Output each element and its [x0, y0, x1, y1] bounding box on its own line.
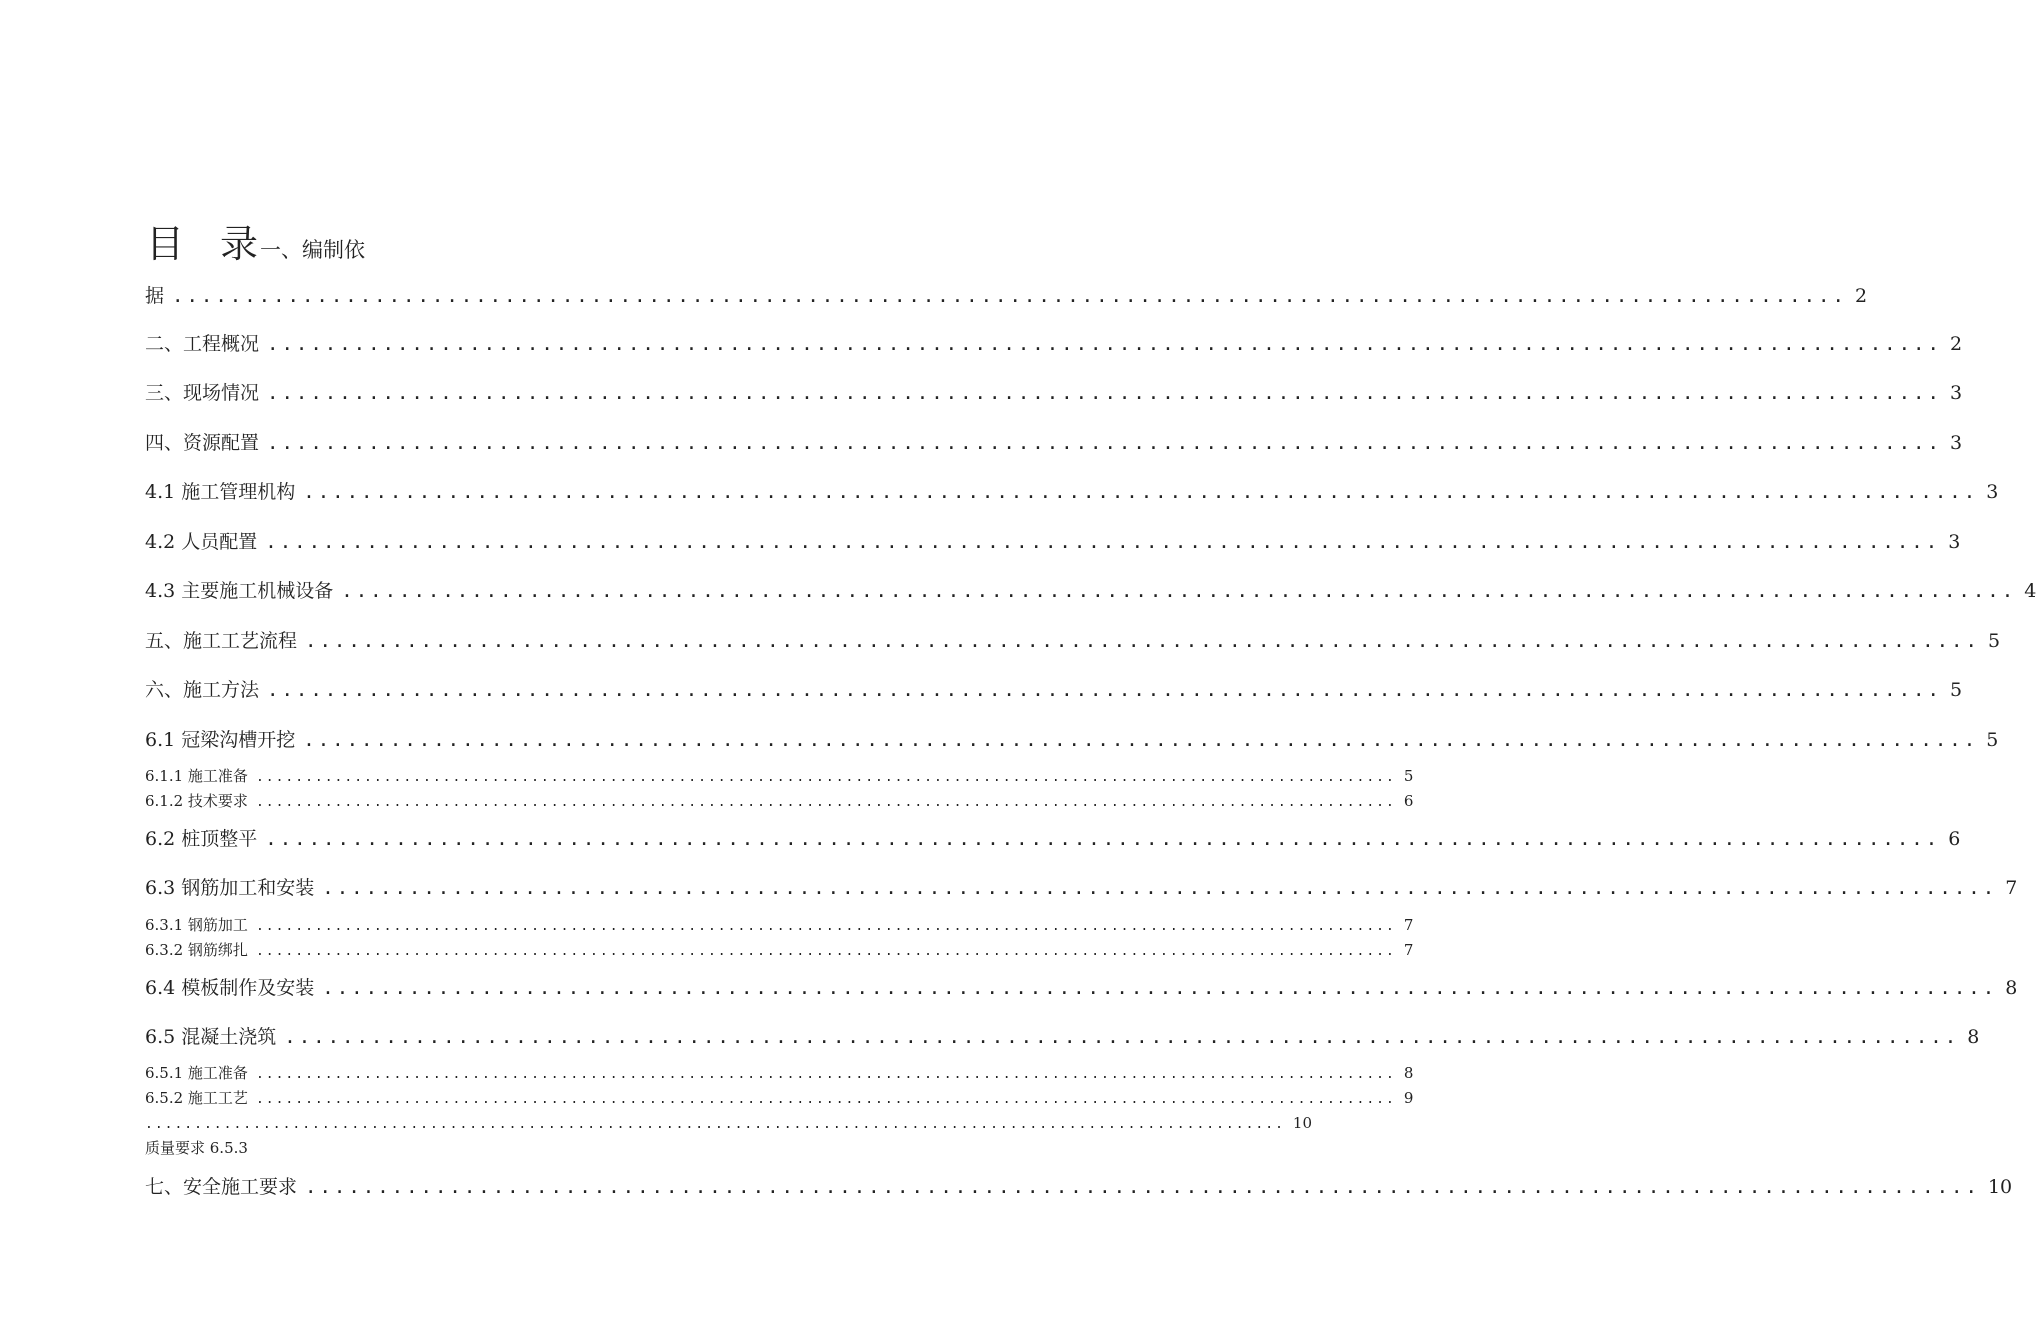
toc-title — [146, 222, 365, 272]
toc-entry[interactable] — [145, 380, 1963, 406]
toc-leader-dots: .................................................................................................................... — [255, 1067, 1396, 1082]
toc-leader-dots: .................................................................................................................... — [303, 729, 1979, 751]
toc-page-number: 5 — [1986, 729, 1999, 751]
toc-leader-dots: .................................................................................................................... — [145, 1117, 1285, 1132]
toc-leader-dots: .................................................................................................................... — [341, 580, 2017, 602]
toc-page-number: 5 — [1987, 630, 2001, 652]
toc-entry-text: 三、现场情况 — [145, 382, 260, 404]
toc-page-number: 9 — [1403, 1089, 1414, 1107]
toc-entry-text: 6.3 钢筋加工和安装 — [145, 877, 315, 899]
toc-entry-text: 6.5 混凝土浇筑 — [145, 1026, 277, 1048]
toc-page-number: 6 — [1403, 792, 1414, 810]
toc-entry-text: 6.5.1 施工准备 — [145, 1064, 248, 1082]
toc-leader-dots: .................................................................................................................... — [267, 333, 1942, 355]
toc-leader-dots: .................................................................................................................... — [322, 977, 1998, 999]
toc-leader-dots: .................................................................................................................... — [255, 919, 1396, 934]
toc-entry[interactable] — [145, 628, 2001, 654]
toc-entry[interactable] — [145, 1113, 1312, 1133]
toc-entry[interactable] — [145, 940, 1414, 960]
toc-page-number: 10 — [1987, 1176, 2013, 1198]
toc-entry[interactable] — [145, 578, 2036, 604]
toc-leader-dots: .................................................................................................................... — [265, 828, 1941, 850]
toc-entry[interactable] — [145, 331, 1963, 357]
toc-entry-text: 六、施工方法 — [145, 679, 260, 701]
toc-page-number: 10 — [1292, 1114, 1312, 1132]
toc-leader-dots: .................................................................................................................... — [267, 679, 1942, 701]
toc-entry-text: 七、安全施工要求 — [145, 1176, 298, 1198]
toc-leader-dots: .................................................................................................................... — [305, 630, 1980, 652]
toc-leader-dots: .................................................................................................................... — [284, 1026, 1960, 1048]
toc-leader-dots: .................................................................................................................... — [305, 1176, 1980, 1198]
toc-entry-text: 6.4 模板制作及安装 — [145, 977, 315, 999]
toc-entry-text: 四、资源配置 — [145, 432, 260, 454]
toc-leader-dots: .................................................................................................................... — [255, 795, 1396, 810]
toc-page-number: 4 — [2024, 580, 2036, 602]
toc-page-number: 7 — [2005, 877, 2018, 899]
toc-page-number: 6 — [1948, 828, 1961, 850]
toc-leader-dots: .................................................................................................................... — [255, 1092, 1396, 1107]
toc-title-char-1: 目 — [146, 222, 187, 266]
toc-page-number: 5 — [1403, 767, 1414, 785]
toc-title-continuation: 一、编制依 — [260, 238, 366, 262]
toc-entry[interactable] — [145, 1024, 1980, 1050]
toc-entry[interactable] — [145, 430, 1963, 456]
toc-entry-text: 6.1.1 施工准备 — [145, 767, 248, 785]
toc-entry[interactable] — [145, 1088, 1414, 1108]
toc-stray-line: 质量要求 6.5.3 — [145, 1139, 248, 1157]
toc-leader-dots: .................................................................................................................... — [265, 531, 1941, 553]
toc-entry-text: 4.3 主要施工机械设备 — [145, 580, 334, 602]
toc-entry[interactable] — [145, 826, 1961, 852]
toc-entry-text: 6.3.2 钢筋绑扎 — [145, 941, 248, 959]
toc-leader-dots: .................................................................................................................... — [255, 770, 1396, 785]
toc-page-number: 8 — [1403, 1064, 1414, 1082]
toc-page-number: 2 — [1854, 285, 1868, 307]
toc-leader-dots: .................................................................................................................... — [322, 877, 1998, 899]
toc-entry[interactable] — [145, 875, 2018, 901]
toc-entry[interactable] — [145, 283, 1868, 309]
toc-entry-text: 6.1 冠梁沟槽开挖 — [145, 729, 296, 751]
toc-entry-text: 6.5.2 施工工艺 — [145, 1089, 248, 1107]
toc-page-number: 3 — [1986, 481, 1999, 503]
toc-entry[interactable] — [145, 975, 2018, 1001]
toc-entry[interactable] — [145, 915, 1414, 935]
toc-page-number: 8 — [1967, 1026, 1980, 1048]
toc-entry-text: 据 — [145, 285, 165, 307]
toc-entry[interactable] — [145, 727, 1999, 753]
toc-page-number: 3 — [1949, 382, 1963, 404]
toc-page-number: 8 — [2005, 977, 2018, 999]
toc-leader-dots: .................................................................................................................... — [267, 382, 1942, 404]
toc-page-number: 5 — [1949, 679, 1963, 701]
toc-entry-text: 6.1.2 技术要求 — [145, 792, 248, 810]
toc-entry-text: 6.2 桩顶整平 — [145, 828, 258, 850]
toc-page-number: 3 — [1949, 432, 1963, 454]
toc-page-number: 2 — [1949, 333, 1963, 355]
toc-entry[interactable] — [145, 1174, 2013, 1200]
toc-leader-dots: .................................................................................................................... — [303, 481, 1979, 503]
toc-entry-text: 二、工程概况 — [145, 333, 260, 355]
toc-entry-text: 6.3.1 钢筋加工 — [145, 916, 248, 934]
toc-entry[interactable] — [145, 1063, 1414, 1083]
toc-title-char-2: 录 — [220, 222, 261, 266]
toc-entry[interactable] — [145, 677, 1963, 703]
toc-entry-text: 五、施工工艺流程 — [145, 630, 298, 652]
toc-page-number: 7 — [1403, 916, 1414, 934]
toc-entry[interactable] — [145, 479, 1999, 505]
toc-entry[interactable] — [145, 791, 1414, 811]
toc-entry-text: 4.2 人员配置 — [145, 531, 258, 553]
toc-leader-dots: .................................................................................................................... — [255, 944, 1396, 959]
toc-page-number: 3 — [1948, 531, 1961, 553]
toc-leader-dots: .................................................................................................................... — [172, 285, 1847, 307]
toc-entry-text: 4.1 施工管理机构 — [145, 481, 296, 503]
toc-entry[interactable] — [145, 529, 1961, 555]
toc-entry[interactable] — [145, 766, 1414, 786]
toc-leader-dots: .................................................................................................................... — [267, 432, 1942, 454]
toc-page-number: 7 — [1403, 941, 1414, 959]
